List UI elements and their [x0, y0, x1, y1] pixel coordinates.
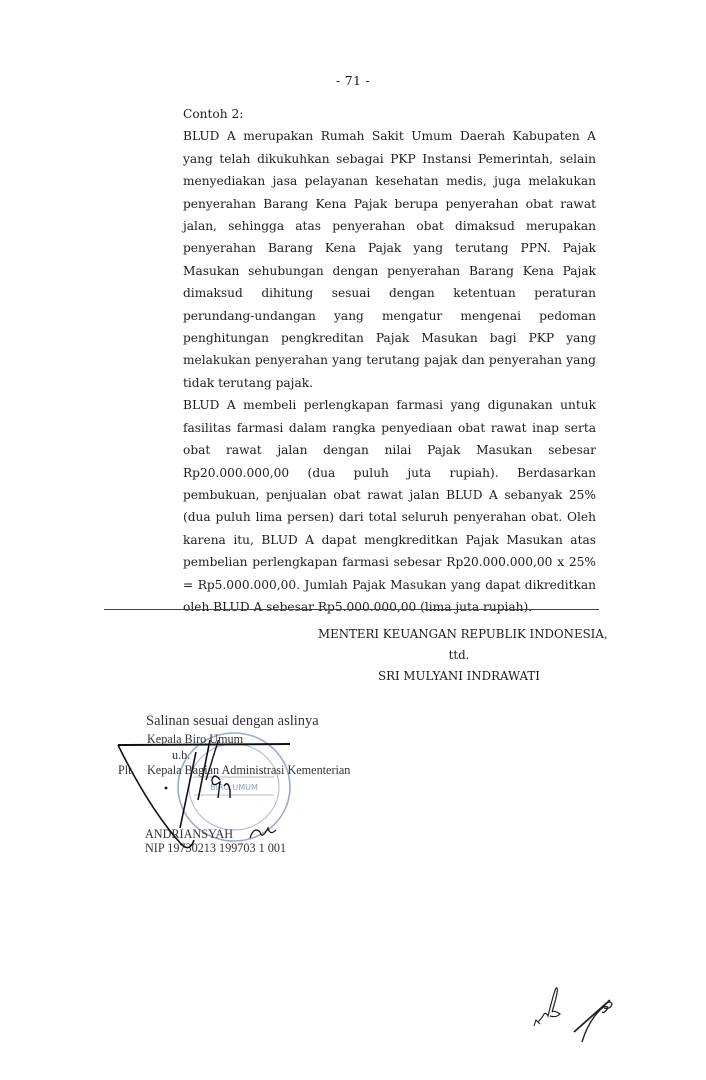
official-nip: NIP 19730213 199703 1 001	[145, 841, 287, 855]
page-number: - 71 -	[335, 73, 371, 88]
copy-statement: Salinan sesuai dengan aslinya	[146, 713, 319, 729]
division-head: Kepala Bagian Administrasi Kementerian	[147, 763, 351, 777]
on-behalf: u.b.	[172, 748, 191, 762]
stamp-label: BIRO UMUM	[210, 783, 258, 792]
paragraph-2: BLUD A membeli perlengkapan farmasi yang digunakan untuk fasilitas farmasi dalam rangka penyediaan obat rawat inap serta obat rawat jalan dengan nilai Pajak Masukan sebesar Rp20.000.000,00 (dua puluh juta rupiah). Berdasarkan pembukuan, penjualan obat rawat jalan BLUD A sebanyak 25% (dua puluh lima persen) dari total seluruh penyerahan obat. Oleh karena itu, BLUD A dapat mengkreditkan Pajak Masukan atas pembelian perlengkapan farmasi sebesar Rp20.000.000,00 x 25% = Rp5.000.000,00. Jumlah Pajak Masukan yang dapat dikreditkan oleh BLUD A sebesar Rp5.000.000,00 (lima juta rupiah).	[183, 398, 596, 614]
minister-name: SRI MULYANI INDRAWATI	[378, 669, 540, 683]
paragraph-1: BLUD A merupakan Rumah Sakit Umum Daerah Kabupaten A yang telah dikukuhkan sebagai PKP Instansi Pemerintah, selain menyediakan jasa pelayanan kesehatan medis, juga melakukan penyerahan Barang Kena Pajak berupa penyerahan obat rawat jalan, sehingga atas penyerahan obat dimaksud merupakan penyerahan Barang Kena Pajak yang terutang PPN. Pajak Masukan sehubungan dengan penyerahan Barang Kena Pajak dimaksud dihitung sesuai dengan ketentuan peraturan perundang-undangan yang mengatur mengenai pedoman penghitungan pengkreditan Pajak Masukan bagi PKP yang melakukan penyerahan yang terutang pajak dan penyerahan yang tidak terutang pajak.	[183, 129, 596, 390]
example-heading: Contoh 2:	[183, 107, 244, 121]
body-text	[183, 103, 596, 618]
divider-line	[104, 609, 599, 610]
minister-title: MENTERI KEUANGAN REPUBLIK INDONESIA,	[318, 627, 608, 641]
bureau-head: Kepala Biro Umum	[147, 732, 244, 746]
plt-label: Plt.	[118, 763, 135, 777]
ttd-mark: ttd.	[448, 648, 470, 662]
handwritten-signature-icon	[110, 740, 310, 860]
initials-paraf-icon	[530, 982, 630, 1052]
official-name: ANDRIANSYAH	[145, 827, 234, 841]
minister-signature-block	[318, 624, 608, 687]
